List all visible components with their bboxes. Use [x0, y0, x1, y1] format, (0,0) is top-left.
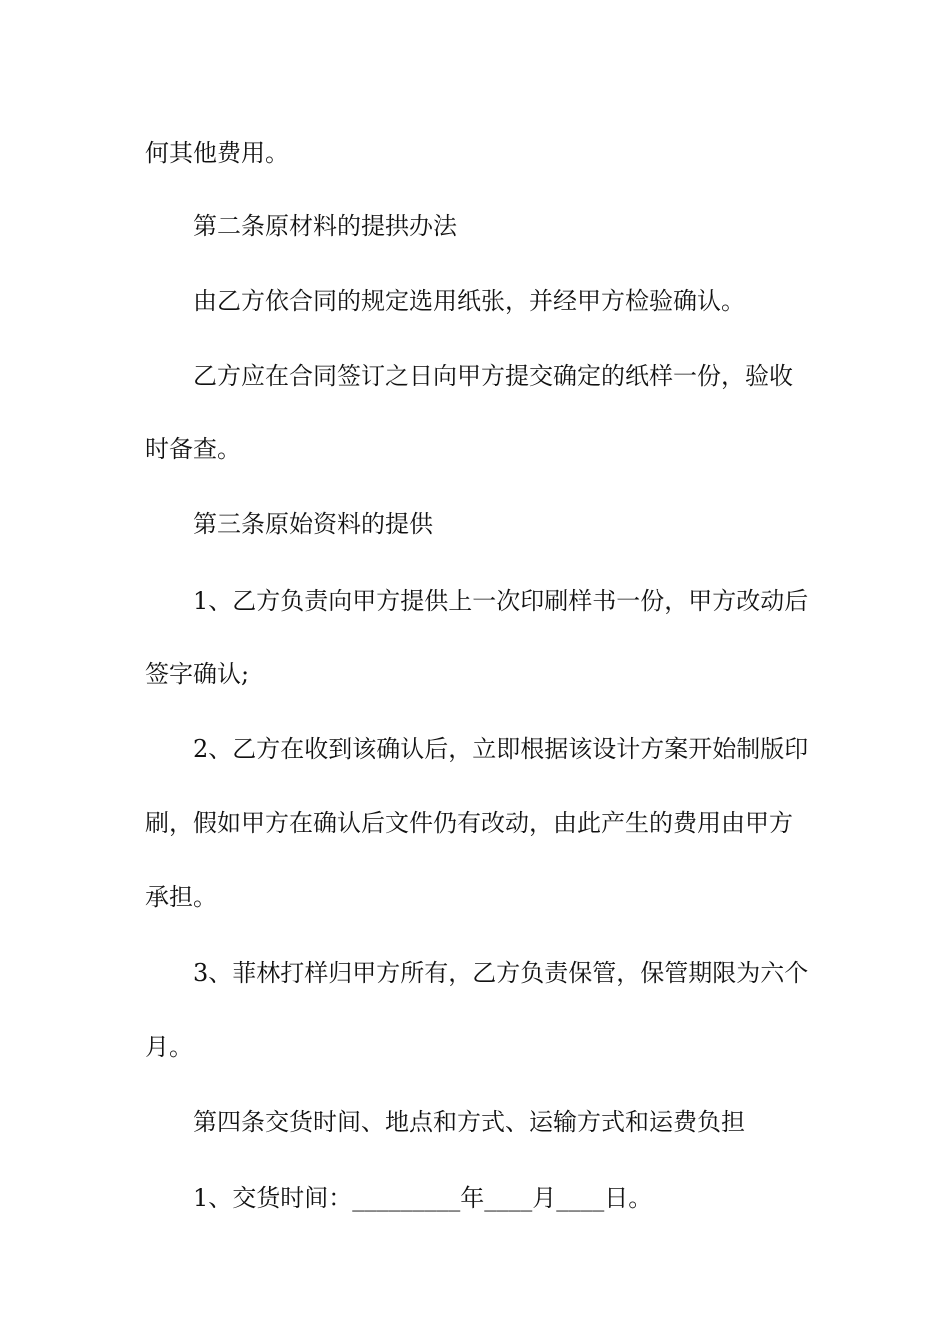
section-heading: 第三条原始资料的提供	[193, 510, 433, 538]
text-line: 由乙方依合同的规定选用纸张，并经甲方检验确认。	[193, 287, 745, 315]
section-heading: 第二条原材料的提拱办法	[193, 212, 457, 240]
text-line: 刷，假如甲方在确认后文件仍有改动，由此产生的费用由甲方	[145, 809, 793, 837]
text-line: 时备查。	[145, 435, 241, 463]
text-line: 乙方应在合同签订之日向甲方提交确定的纸样一份，验收	[193, 362, 793, 390]
text-line: 3、菲林打样归甲方所有，乙方负责保管，保管期限为六个	[193, 959, 809, 987]
text-line: 承担。	[145, 883, 217, 911]
text-line: 1、乙方负责向甲方提供上一次印刷样书一份，甲方改动后	[193, 587, 809, 615]
text-line: 月。	[145, 1033, 193, 1061]
text-line: 1、交货时间：_________年____月____日。	[193, 1184, 653, 1212]
text-line: 签字确认;	[145, 660, 250, 688]
text-line: 2、乙方在收到该确认后，立即根据该设计方案开始制版印	[193, 735, 809, 763]
text-line: 何其他费用。	[145, 139, 289, 167]
section-heading: 第四条交货时间、地点和方式、运输方式和运费负担	[193, 1108, 745, 1136]
